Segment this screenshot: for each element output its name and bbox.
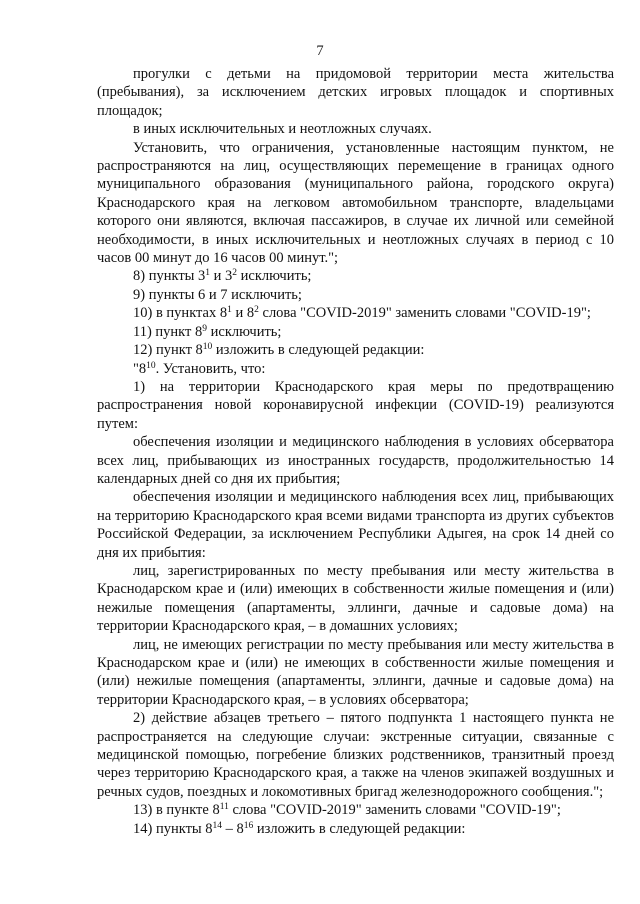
paragraph bbox=[97, 65, 614, 120]
superscript: 1 bbox=[205, 268, 211, 279]
text-run: лиц, зарегистрированных по месту пребывания или месту жительства в Краснодарском крае и (или) имеющих в собственности жилые помещения и (или) нежилые помещения (апартаменты, эллинги, дачные и садовые дома) на территории Краснодарского края, – в домашних условиях; bbox=[97, 562, 614, 635]
text-run: 9) пункты 6 и 7 исключить; bbox=[133, 286, 302, 303]
text-run: 14) пункты 8 bbox=[133, 820, 213, 837]
text-run: слова "COVID-2019" заменить словами "COVID-19"; bbox=[258, 305, 591, 322]
superscript: 1 bbox=[227, 305, 232, 316]
text-run: лиц, не имеющих регистрации по месту пребывания или месту жительства в Краснодарском крае и (или) не имеющих в собственности жилые помещения и (или) нежилые помещения (апартаменты, эллинги, дачные и садовые дома) на территории Краснодарского края, – в условиях обсерватора; bbox=[97, 636, 614, 708]
text-run: "8 bbox=[133, 360, 147, 377]
text-run: и 8 bbox=[231, 305, 255, 322]
paragraph bbox=[97, 286, 614, 304]
superscript: 16 bbox=[243, 820, 254, 831]
paragraph bbox=[97, 360, 614, 378]
paragraph bbox=[97, 139, 614, 268]
text-run: 13) в пункте 8 bbox=[133, 802, 220, 819]
text-run: 8) пункты 3 bbox=[133, 268, 206, 285]
paragraph bbox=[97, 488, 614, 562]
paragraph bbox=[97, 323, 614, 341]
paragraph bbox=[97, 562, 614, 636]
text-run: – 8 bbox=[222, 820, 244, 837]
superscript: 14 bbox=[212, 820, 223, 831]
paragraph bbox=[97, 120, 614, 138]
text-run: 1) на территории Краснодарского края меры по предотвращению распространения новой коронавирусной инфекции (COVID-19) реализуются путем: bbox=[97, 378, 614, 432]
document-body bbox=[97, 65, 614, 838]
text-run: обеспечения изоляции и медицинского наблюдения в условиях обсерватора всех лиц, прибывающих из иностранных государств, продолжительностью 14 календарных дней со дня их прибытия; bbox=[97, 434, 614, 487]
superscript: 9 bbox=[202, 323, 208, 334]
superscript: 10 bbox=[146, 360, 156, 371]
paragraph bbox=[97, 801, 614, 819]
paragraph bbox=[97, 636, 614, 710]
text-run: Установить, что ограничения, установленные настоящим пунктом, не распространяются на лиц, осуществляющих перемещение в границах одного муниципального образования (муниципального района, городского округа) Краснодарского края на легковом автомобильном транспорте, владельцами которого они являются, включая пассажиров, в случае их личной или семейной необходимости, в иных исключительных и неотложных случаях в период с 10 часов 00 минут до 16 часов 00 минут."; bbox=[97, 139, 614, 267]
paragraph bbox=[97, 267, 614, 285]
text-run: обеспечения изоляции и медицинского наблюдения всех лиц, прибывающих на территорию Краснодарского края всеми видами транспорта из других субъектов Российской Федерации, за исключением Республики Адыгея, на срок 14 дней со дня их прибытия: bbox=[97, 489, 614, 561]
paragraph bbox=[97, 378, 614, 433]
superscript: 10 bbox=[202, 341, 213, 352]
superscript: 11 bbox=[219, 802, 229, 813]
paragraph bbox=[97, 341, 614, 359]
text-run: изложить в следующей редакции: bbox=[212, 342, 425, 359]
text-run: 10) в пунктах 8 bbox=[133, 305, 228, 322]
text-run: и 3 bbox=[210, 268, 233, 285]
paragraph bbox=[97, 433, 614, 488]
text-run: исключить; bbox=[237, 268, 312, 285]
superscript: 2 bbox=[254, 305, 259, 316]
page-number: 7 bbox=[316, 43, 324, 59]
text-run: слова "COVID-2019" заменить словами "COVID-19"; bbox=[228, 802, 561, 819]
paragraph bbox=[97, 304, 614, 322]
superscript: 2 bbox=[232, 268, 238, 279]
paragraph bbox=[97, 709, 614, 801]
paragraph bbox=[97, 820, 614, 838]
text-run: 2) действие абзацев третьего – пятого подпункта 1 настоящего пункта не распространяется на следующие случаи: экстренные ситуации, связанные с медицинской помощью, погребение близких родственников, транзитный проезд через территорию Краснодарского края, а также на членов экипажей воздушных и речных судов, поездных и локомотивных бригад железнодорожного сообщения."; bbox=[97, 710, 614, 800]
text-run: . Установить, что: bbox=[155, 360, 266, 377]
text-run: прогулки с детьми на придомовой территории места жительства (пребывания), за исключением детских игровых площадок и спортивных площадок; bbox=[97, 66, 614, 119]
text-run: 12) пункт 8 bbox=[133, 342, 203, 359]
text-run: исключить; bbox=[207, 323, 282, 340]
text-run: 11) пункт 8 bbox=[133, 323, 203, 340]
text-run: в иных исключительных и неотложных случаях. bbox=[133, 121, 432, 138]
text-run: изложить в следующей редакции: bbox=[253, 820, 466, 837]
